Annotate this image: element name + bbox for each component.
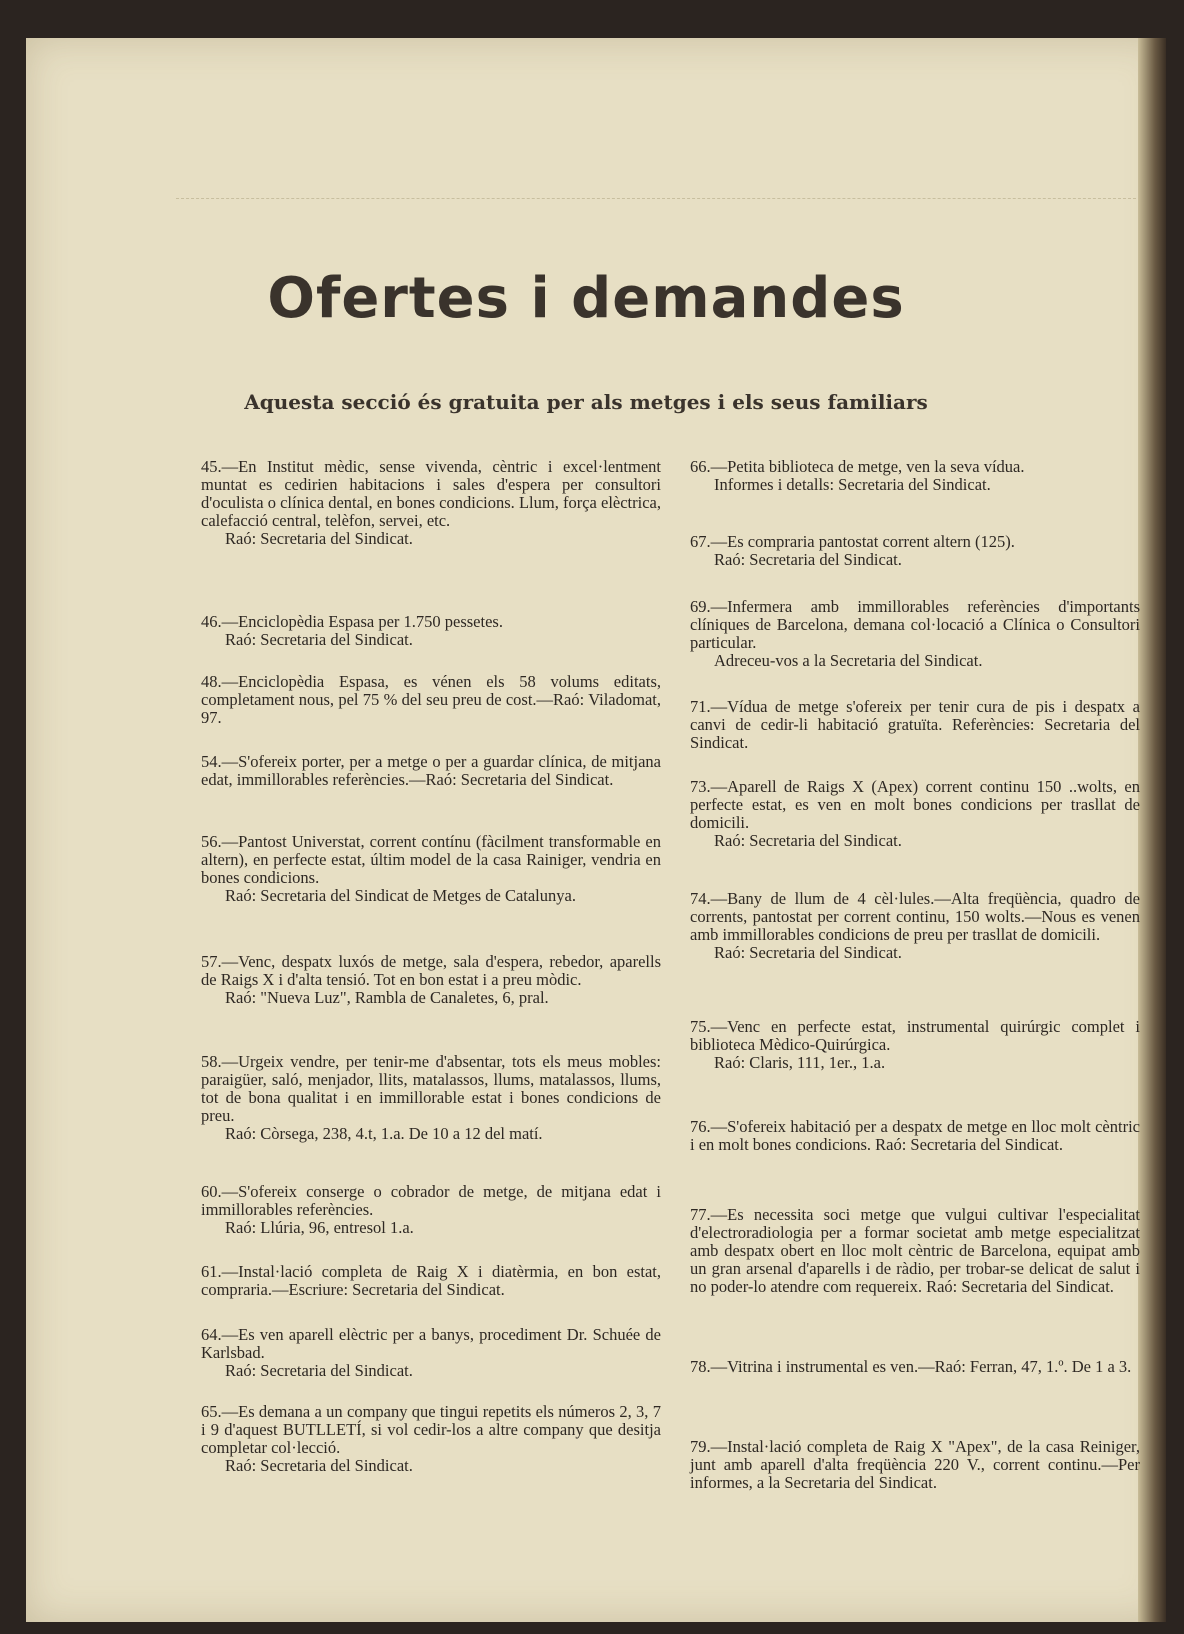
entry-text: 77.—Es necessita soci metge que vulgui cultivar l'especialitat d'electroradiologia per a formar societat amb metge especialitzat amb despatx obert en lloc molt cèntric de Barcelona, equipat amb un gran arsenal d'aparells i de ràdio, per trobar-se delicat de salut i no poder-lo atendre com requereix. Raó: Secretaria del Sindicat. <box>690 1205 1140 1296</box>
entry-reply: Raó: Secretaria del Sindicat. <box>225 1456 413 1475</box>
classified-entry <box>690 698 1140 752</box>
entry-text: 79.—Instal·lació completa de Raig X "Apex", de la casa Reiniger, junt amb aparell d'alta freqüència 220 V., corrent continu.—Per informes, a la Secretaria del Sindicat. <box>690 1437 1140 1492</box>
entry-text: 61.—Instal·lació completa de Raig X i diatèrmia, en bon estat, compraria.—Escriure: Secretaria del Sindicat. <box>201 1262 661 1299</box>
entry-text: 64.—Es ven aparell elèctric per a banys, procediment Dr. Schuée de Karlsbad. <box>201 1325 661 1362</box>
entry-reply: Raó: Secretaria del Sindicat. <box>714 550 902 569</box>
entry-reply: Raó: Claris, 111, 1er., 1.a. <box>714 1053 886 1072</box>
entry-text: 69.—Infermera amb immillorables referències d'importants clíniques de Barcelona, demana col·locació a Clínica o Consultori particular. <box>690 597 1140 652</box>
entry-reply: Informes i detalls: Secretaria del Sindicat. <box>714 475 991 494</box>
entry-text: 54.—S'ofereix porter, per a metge o per a guardar clínica, de mitjana edat, immillorables referències.—Raó: Secretaria del Sindicat. <box>201 752 661 789</box>
entry-reply: Raó: "Nueva Luz", Rambla de Canaletes, 6, pral. <box>225 988 549 1007</box>
entry-reply: Raó: Secretaria del Sindicat. <box>714 831 902 850</box>
classified-entry <box>201 833 661 905</box>
classified-entry <box>201 753 661 789</box>
bleed-through-header <box>176 138 1136 199</box>
classified-entry <box>201 1403 661 1475</box>
entry-text: 75.—Venc en perfecte estat, instrumental quirúrgic complet i biblioteca Mèdico-Quirúrgica. <box>690 1017 1140 1054</box>
entry-text: 58.—Urgeix vendre, per tenir-me d'absentar, tots els meus mobles: paraigüer, saló, menjador, llits, matalassos, llums, matalassos, llums, tot de bona qualitat i en immillorable estat i bones condicions de preu. <box>201 1052 661 1125</box>
entry-reply: Raó: Secretaria del Sindicat. <box>225 529 413 548</box>
entry-reply: Raó: Còrsega, 238, 4.t, 1.a. De 10 a 12 del matí. <box>225 1124 543 1143</box>
classified-entry <box>690 778 1140 850</box>
entry-text: 73.—Aparell de Raigs X (Apex) corrent continu 150 ..wolts, en perfecte estat, es ven en molt bones condicions per trasllat de domicili. <box>690 777 1140 832</box>
entry-text: 65.—Es demana a un company que tingui repetits els números 2, 3, 7 i 9 d'aquest BUTLLETÍ, si vol cedir-los a altre company que desitja completar col·lecció. <box>201 1402 661 1457</box>
classified-entry <box>690 1118 1140 1154</box>
entry-text: 57.—Venc, despatx luxós de metge, sala d'espera, rebedor, aparells de Raigs X i d'alta tensió. Tot en bon estat i a preu mòdic. <box>201 952 661 989</box>
entry-text: 66.—Petita biblioteca de metge, ven la seva vídua. <box>690 457 1025 476</box>
classified-entry <box>201 1183 661 1237</box>
entry-text: 46.—Enciclopèdia Espasa per 1.750 pessetes. <box>201 612 503 631</box>
entry-text: 45.—En Institut mèdic, sense vivenda, cèntric i excel·lentment muntat es cedirien habitacions i sales d'espera per consultori d'oculista o clínica dental, en bones condicions. Llum, força elèctrica, calefacció central, telèfon, servei, etc. <box>201 457 661 530</box>
classified-entry <box>690 598 1140 670</box>
classified-entry <box>201 458 661 548</box>
classified-entry <box>690 1438 1140 1492</box>
entry-reply: Raó: Llúria, 96, entresol 1.a. <box>225 1218 414 1237</box>
entry-text: 67.—Es compraria pantostat corrent altern (125). <box>690 532 1015 551</box>
entry-text: 76.—S'ofereix habitació per a despatx de metge en lloc molt cèntric i en molt bones condicions. Raó: Secretaria del Sindicat. <box>690 1117 1140 1154</box>
entry-text: 71.—Vídua de metge s'ofereix per tenir cura de pis i despatx a canvi de cedir-li habitació gratuïta. Referències: Secretaria del Sindicat. <box>690 697 1140 752</box>
classified-entry <box>690 1206 1140 1296</box>
classified-entry <box>201 613 661 649</box>
entry-reply: Raó: Secretaria del Sindicat. <box>225 1361 413 1380</box>
classified-entry <box>201 1263 661 1299</box>
classified-entry <box>690 1018 1140 1072</box>
classified-entry <box>201 1326 661 1380</box>
classified-entry <box>690 533 1140 569</box>
entry-text: 60.—S'ofereix conserge o cobrador de metge, de mitjana edat i immillorables referències. <box>201 1182 661 1219</box>
classified-entry <box>690 890 1140 962</box>
book-page <box>26 38 1166 1622</box>
entry-reply: Raó: Secretaria del Sindicat. <box>714 943 902 962</box>
entry-text: 56.—Pantost Universtat, corrent contínu (fàcilment transformable en altern), en perfecte estat, últim model de la casa Rainiger, vendria en bones condicions. <box>201 832 661 887</box>
classified-entry <box>201 1053 661 1143</box>
entry-reply: Adreceu-vos a la Secretaria del Sindicat. <box>714 651 983 670</box>
entry-reply: Raó: Secretaria del Sindicat. <box>225 630 413 649</box>
classified-entry <box>690 1358 1140 1376</box>
page-subtitle: Aquesta secció és gratuita per als metges i els seus familiars <box>244 390 928 414</box>
classified-entry <box>201 953 661 1007</box>
entry-text: 74.—Bany de llum de 4 cèl·lules.—Alta freqüència, quadro de corrents, pantostat per corrent continu, 150 wolts.—Nous es venen amb immillorables condicions de preu per trasllat de domicili. <box>690 889 1140 944</box>
classified-entry <box>690 458 1140 494</box>
classified-entry <box>201 673 661 727</box>
entry-reply: Raó: Secretaria del Sindicat de Metges de Catalunya. <box>225 886 576 905</box>
page-title: Ofertes i demandes <box>267 266 905 331</box>
entry-text: 78.—Vitrina i instrumental es ven.—Raó: Ferran, 47, 1.º. De 1 a 3. <box>690 1357 1132 1376</box>
entry-text: 48.—Enciclopèdia Espasa, es vénen els 58 volums editats, completament nous, pel 75 % del seu preu de cost.—Raó: Viladomat, 97. <box>201 672 661 727</box>
